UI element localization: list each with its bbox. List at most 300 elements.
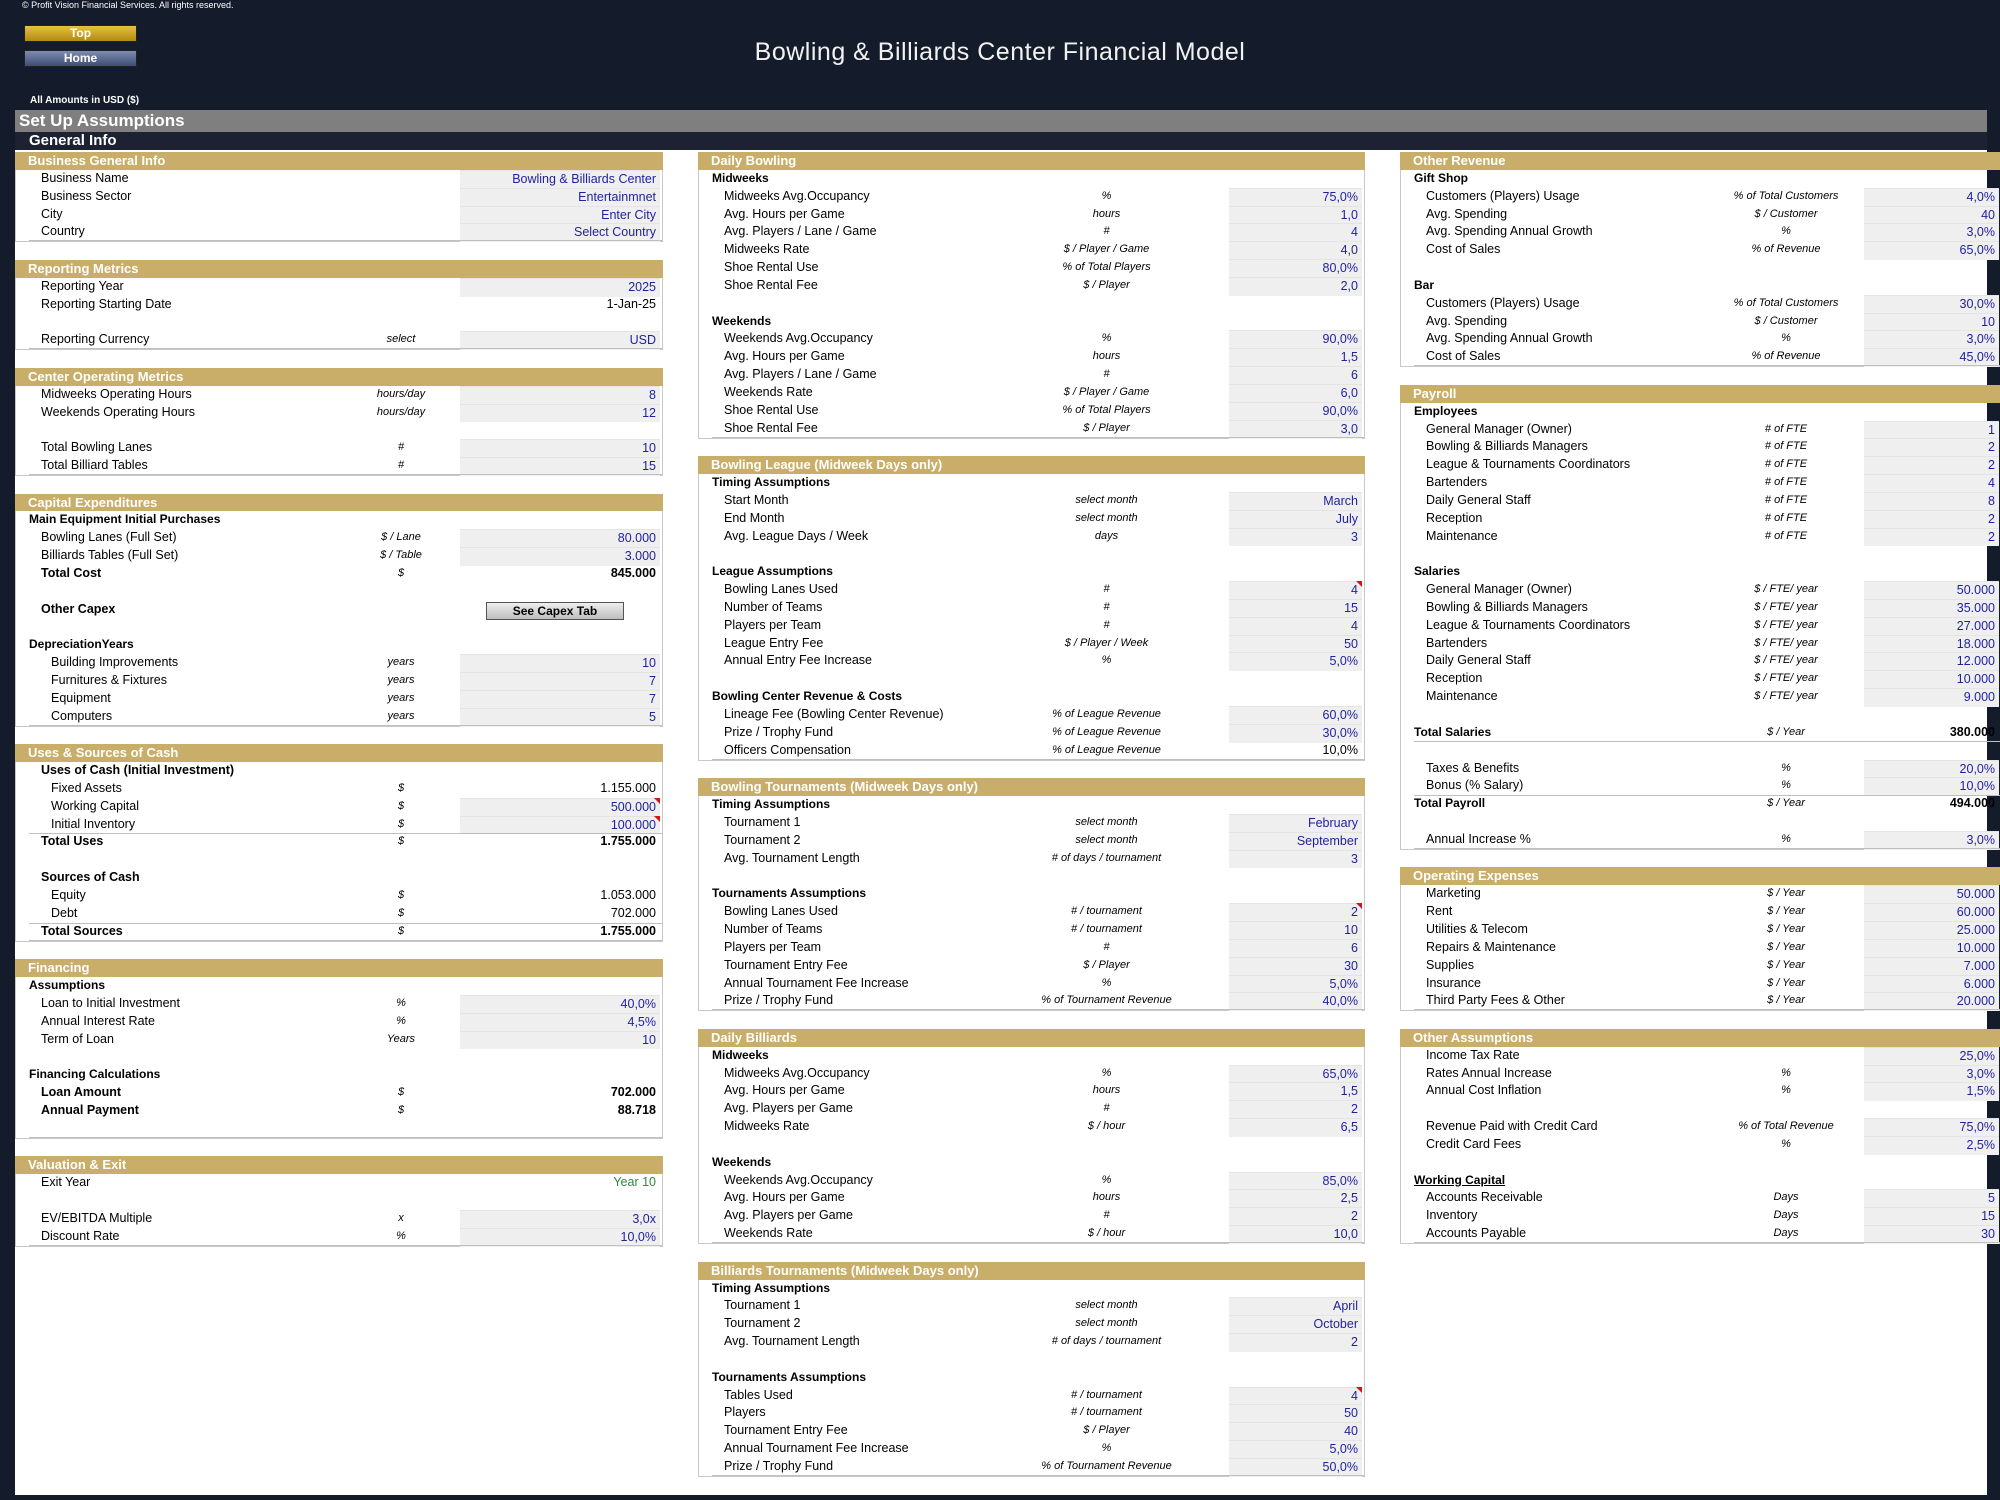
row-label: Avg. Players per Game: [724, 1101, 853, 1116]
unit-label: %: [1781, 832, 1791, 845]
input-cell[interactable]: 15: [1864, 1207, 1999, 1226]
input-cell[interactable]: 4: [1229, 1387, 1362, 1406]
section-bowling-tournaments-midweek-days-only: [698, 778, 1365, 1011]
unit-label: $ / Year: [1767, 994, 1805, 1007]
value-cell: 845.000: [610, 565, 656, 580]
input-cell[interactable]: 10: [1864, 313, 1999, 332]
input-cell[interactable]: 8: [460, 386, 660, 405]
unit-label: $: [397, 924, 405, 937]
input-cell[interactable]: 2: [1864, 510, 1999, 529]
row-label: Weekends Avg.Occupancy: [724, 331, 873, 346]
row-tournament-2: [699, 832, 1364, 850]
row-label: League Entry Fee: [724, 635, 824, 650]
row-total-salaries: [1401, 724, 2000, 742]
row-label: Weekends Avg.Occupancy: [724, 1172, 873, 1187]
subsection-label: [699, 1047, 1364, 1065]
input-cell[interactable]: 30: [1229, 957, 1362, 976]
unit-label: $ / Year: [1767, 725, 1805, 738]
unit-label: %: [1781, 1084, 1791, 1097]
row-reception: [1401, 670, 2000, 688]
input-cell[interactable]: 2: [1229, 903, 1362, 922]
row-label: Furnitures & Fixtures: [51, 673, 168, 687]
input-cell[interactable]: 9.000: [1864, 688, 1999, 707]
subsection-title: Assumptions: [29, 978, 106, 993]
row-weekends-rate: [699, 384, 1364, 402]
row-customers-players-usage: [1401, 295, 2000, 313]
input-cell[interactable]: 7.000: [1864, 957, 1999, 976]
unit-label: # of days / tournament: [1051, 851, 1162, 864]
unit-label: $ / FTE/ year: [1754, 583, 1818, 596]
unit-label: $ / hour: [1087, 1120, 1126, 1133]
input-cell[interactable]: 6,5: [1229, 1118, 1362, 1137]
copyright-text: © Profit Vision Financial Services. All rights reserved.: [22, 0, 234, 10]
row-midweeks-operating-hours: [16, 386, 662, 404]
row-label: Annual Tournament Fee Increase: [724, 975, 909, 990]
row-avg-hours-per-game: [699, 206, 1364, 224]
row-label: Annual Interest Rate: [41, 1013, 155, 1028]
unit-label: %: [1101, 332, 1112, 345]
row-label: Avg. Players / Lane / Game: [724, 367, 877, 382]
row-label: Avg. Hours per Game: [724, 1190, 845, 1205]
input-cell[interactable]: 3,0%: [1864, 831, 1999, 850]
input-cell[interactable]: 12.000: [1864, 652, 1999, 671]
row-annual-payment: [16, 1102, 662, 1120]
input-cell[interactable]: 40,0%: [460, 995, 660, 1014]
row-label: End Month: [724, 510, 785, 525]
unit-label: %: [1781, 225, 1791, 238]
blank-row: [1401, 706, 2000, 724]
row-label: Avg. Players per Game: [724, 1208, 853, 1223]
input-cell[interactable]: Bowling & Billiards Center: [460, 170, 660, 189]
subsection-label: [699, 474, 1364, 492]
row-business-sector: [16, 188, 662, 206]
row-label: Other Capex: [41, 601, 116, 616]
blank-row: [699, 1351, 1364, 1369]
unit-label: hours: [1092, 1191, 1121, 1204]
subsection-title: Working Capital: [1414, 1172, 1506, 1187]
value-cell: 1.755.000: [600, 834, 656, 849]
input-cell[interactable]: 10.000: [1864, 670, 1999, 689]
unit-label: years: [387, 709, 415, 722]
row-label: Reporting Year: [41, 278, 124, 293]
row-label: Bartenders: [1426, 475, 1488, 490]
row-label: Billiards Tables (Full Set): [41, 548, 179, 563]
input-cell[interactable]: 500.000: [460, 798, 660, 817]
input-cell[interactable]: 5: [460, 708, 660, 727]
row-number-of-teams: [699, 599, 1364, 617]
row-label: Debt: [51, 905, 78, 920]
row-annual-tournament-fee-increase: [699, 1440, 1364, 1458]
unit-label: $ / Player / Game: [1063, 385, 1150, 398]
section-bowling-league-midweek-days-only: [698, 456, 1365, 760]
input-cell[interactable]: 10: [460, 654, 660, 673]
row-computers: [16, 708, 662, 726]
input-cell[interactable]: 35.000: [1864, 599, 1999, 618]
top-button[interactable]: Top: [24, 25, 137, 42]
input-cell[interactable]: 50: [1229, 635, 1362, 654]
input-cell[interactable]: 15: [1229, 599, 1362, 618]
input-cell[interactable]: 50.000: [1864, 581, 1999, 600]
input-cell[interactable]: 45,0%: [1864, 348, 1999, 367]
blank-row: [16, 313, 662, 331]
blank-row: [699, 867, 1364, 885]
unit-label: $ / FTE/ year: [1754, 690, 1818, 703]
input-cell[interactable]: 10,0: [1229, 1225, 1362, 1244]
input-cell[interactable]: 80.000: [460, 529, 660, 548]
row-label: Maintenance: [1426, 689, 1498, 704]
input-cell[interactable]: USD: [460, 331, 660, 350]
middle-column: [698, 152, 1365, 1495]
input-cell[interactable]: 1,5: [1229, 1082, 1362, 1101]
row-prize-trophy-fund: [699, 1458, 1364, 1476]
row-general-manager-owner: [1401, 581, 2000, 599]
unit-label: $ / Player / Game: [1063, 243, 1150, 256]
input-cell[interactable]: 75,0%: [1864, 1118, 1999, 1137]
row-avg-tournament-length: [699, 1333, 1364, 1351]
row-equity: [16, 887, 662, 905]
row-maintenance: [1401, 688, 2000, 706]
unit-label: %: [1781, 779, 1791, 792]
input-cell[interactable]: 3,0: [1229, 420, 1362, 439]
input-cell[interactable]: Entertainmnet: [460, 188, 660, 207]
input-cell[interactable]: 10: [460, 1031, 660, 1050]
value-cell: 1.053.000: [600, 887, 656, 902]
unit-label: $: [397, 1103, 405, 1116]
unit-label: $ / Year: [1767, 905, 1805, 918]
row-label: Annual Tournament Fee Increase: [724, 1441, 909, 1456]
input-cell[interactable]: 25,0%: [1864, 1047, 1999, 1066]
row-shoe-rental-use: [699, 402, 1364, 420]
row-label: Discount Rate: [41, 1228, 120, 1243]
input-cell[interactable]: 6,0: [1229, 384, 1362, 403]
row-label: Cost of Sales: [1426, 349, 1501, 364]
input-cell[interactable]: 2: [1864, 438, 1999, 457]
row-label: Avg. Players / Lane / Game: [724, 224, 877, 239]
row-fixed-assets: [16, 780, 662, 798]
input-cell[interactable]: March: [1229, 492, 1362, 511]
input-cell[interactable]: 2: [1229, 1100, 1362, 1119]
row-avg-spending-annual-growth: [1401, 330, 2000, 348]
input-cell[interactable]: 3,0%: [1864, 330, 1999, 349]
row-inventory: [1401, 1207, 2000, 1225]
section-header: Daily Bowling: [698, 152, 1365, 170]
section-reporting-metrics: [15, 260, 663, 350]
unit-label: #: [397, 459, 405, 472]
input-cell[interactable]: 3.000: [460, 547, 660, 566]
row-label: Shoe Rental Fee: [724, 420, 818, 435]
row-income-tax-rate: [1401, 1047, 2000, 1065]
row-label: Customers (Players) Usage: [1426, 188, 1580, 203]
unit-label: $: [397, 835, 405, 848]
row-label: Tables Used: [724, 1387, 793, 1402]
unit-label: % of Revenue: [1751, 350, 1821, 363]
section-header: Billiards Tournaments (Midweek Days only): [698, 1262, 1365, 1280]
row-label: Income Tax Rate: [1426, 1047, 1520, 1062]
input-cell[interactable]: 2,5: [1229, 1189, 1362, 1208]
input-cell[interactable]: 40: [1864, 206, 1999, 225]
row-label: Country: [41, 224, 85, 239]
input-cell[interactable]: October: [1229, 1315, 1362, 1334]
row-avg-players-per-game: [699, 1100, 1364, 1118]
input-cell[interactable]: 3: [1229, 850, 1362, 869]
input-cell[interactable]: 40,0%: [1229, 992, 1362, 1011]
subsection-title: Gift Shop: [1414, 170, 1468, 185]
input-cell[interactable]: Enter City: [460, 206, 660, 225]
unit-label: $: [397, 566, 405, 579]
input-cell[interactable]: 2: [1864, 456, 1999, 475]
subsection-label: [699, 688, 1364, 706]
row-label: Weekends Operating Hours: [41, 404, 196, 419]
input-cell[interactable]: 3,0%: [1864, 223, 1999, 242]
comment-indicator-icon[interactable]: [1356, 1387, 1362, 1393]
subsection-title: Main Equipment Initial Purchases: [29, 512, 221, 527]
row-avg-spending-annual-growth: [1401, 223, 2000, 241]
row-label: Bowling Lanes (Full Set): [41, 530, 177, 545]
row-label: Inventory: [1426, 1208, 1478, 1223]
input-cell[interactable]: 6: [1229, 939, 1362, 958]
row-cost-of-sales: [1401, 348, 2000, 366]
input-cell[interactable]: 4: [1864, 474, 1999, 493]
row-weekends-operating-hours: [16, 404, 662, 422]
row-label: General Manager (Owner): [1426, 582, 1572, 597]
input-cell[interactable]: 4,0%: [1864, 188, 1999, 207]
input-cell[interactable]: 1,5: [1229, 348, 1362, 367]
unit-label: %: [1781, 332, 1791, 345]
input-cell[interactable]: 10: [1229, 921, 1362, 940]
row-label: Tournament 1: [724, 1298, 801, 1313]
row-label: Accounts Payable: [1426, 1226, 1527, 1241]
input-cell[interactable]: 10,0%: [460, 1228, 660, 1247]
input-cell[interactable]: 40: [1229, 1422, 1362, 1441]
row-players-per-team: [699, 617, 1364, 635]
input-cell[interactable]: 2: [1229, 1333, 1362, 1352]
row-label: Total Uses: [41, 834, 104, 849]
row-label: Players per Team: [724, 617, 822, 632]
row-annual-interest-rate: [16, 1013, 662, 1031]
row-label: Bartenders: [1426, 635, 1488, 650]
row-exit-year: [16, 1174, 662, 1192]
input-cell[interactable]: 50.000: [1864, 885, 1999, 904]
unit-label: $ / Player / Week: [1064, 636, 1149, 649]
row-label: Bowling & Billiards Managers: [1426, 439, 1588, 454]
row-label: Exit Year: [41, 1175, 91, 1190]
input-cell[interactable]: 80,0%: [1229, 259, 1362, 278]
unit-label: % of League Revenue: [1052, 725, 1161, 738]
input-cell[interactable]: 100.000: [460, 816, 660, 835]
input-cell[interactable]: 18.000: [1864, 635, 1999, 654]
row-label: Daily General Staff: [1426, 653, 1531, 668]
input-cell[interactable]: April: [1229, 1297, 1362, 1316]
unit-label: # of FTE: [1764, 440, 1808, 453]
see-capex-tab-button[interactable]: See Capex Tab: [486, 602, 624, 620]
input-cell[interactable]: 85,0%: [1229, 1172, 1362, 1191]
input-cell[interactable]: 50: [1229, 1404, 1362, 1423]
section-header: Operating Expenses: [1400, 867, 2000, 885]
input-cell[interactable]: 1: [1864, 421, 1999, 440]
subsection-title: Midweeks: [712, 1047, 769, 1062]
input-cell[interactable]: 2: [1864, 528, 1999, 547]
input-cell[interactable]: July: [1229, 510, 1362, 529]
input-cell[interactable]: 75,0%: [1229, 188, 1362, 207]
section-header: Reporting Metrics: [15, 260, 663, 278]
row-label: Annual Increase %: [1426, 831, 1531, 846]
unit-label: #: [1103, 600, 1110, 613]
blank-row: [699, 670, 1364, 688]
input-cell[interactable]: 50,0%: [1229, 1458, 1362, 1477]
input-cell[interactable]: 90,0%: [1229, 330, 1362, 349]
input-cell[interactable]: 60.000: [1864, 903, 1999, 922]
unit-label: $: [397, 781, 405, 794]
input-cell[interactable]: 30,0%: [1864, 295, 1999, 314]
value-cell: 702.000: [610, 905, 656, 920]
input-cell[interactable]: 2: [1229, 1207, 1362, 1226]
section-header: Valuation & Exit: [15, 1156, 663, 1174]
input-cell[interactable]: 10,0%: [1864, 777, 1999, 796]
row-league-entry-fee: [699, 635, 1364, 653]
comment-indicator-icon[interactable]: [654, 816, 660, 822]
input-cell[interactable]: 25.000: [1864, 921, 1999, 940]
row-league-tournaments-coordinators: [1401, 617, 2000, 635]
input-cell[interactable]: 2,0: [1229, 277, 1362, 296]
unit-label: $ / Player: [1083, 1424, 1130, 1437]
input-cell[interactable]: 5,0%: [1229, 1440, 1362, 1459]
input-cell[interactable]: 20,0%: [1864, 760, 1999, 779]
comment-indicator-icon[interactable]: [1356, 903, 1362, 909]
unit-label: $: [397, 817, 405, 830]
home-button[interactable]: Home: [24, 50, 137, 67]
row-total-billiard-tables: [16, 457, 662, 475]
input-cell[interactable]: 2,5%: [1864, 1136, 1999, 1155]
input-cell[interactable]: 4,5%: [460, 1013, 660, 1032]
row-tournament-entry-fee: [699, 957, 1364, 975]
input-cell[interactable]: 5,0%: [1229, 975, 1362, 994]
blank-row: [16, 1048, 662, 1066]
unit-label: years: [387, 656, 415, 669]
row-avg-spending: [1401, 206, 2000, 224]
input-cell[interactable]: 4: [1229, 223, 1362, 242]
row-prize-trophy-fund: [699, 724, 1364, 742]
unit-label: $: [397, 1086, 405, 1099]
row-players: [699, 1404, 1364, 1422]
row-end-month: [699, 510, 1364, 528]
comment-indicator-icon[interactable]: [654, 798, 660, 804]
subsection-label: [16, 977, 662, 995]
input-cell[interactable]: 5,0%: [1229, 652, 1362, 671]
row-marketing: [1401, 885, 2000, 903]
input-cell[interactable]: 3,0x: [460, 1210, 660, 1229]
input-cell[interactable]: 3: [1229, 528, 1362, 547]
unit-label: #: [1103, 225, 1110, 238]
input-cell[interactable]: 7: [460, 672, 660, 691]
unit-label: $ / Year: [1767, 958, 1805, 971]
input-cell[interactable]: 1,5%: [1864, 1082, 1999, 1101]
row-uses-of-cash-initial-investment: [16, 762, 662, 780]
subsection-label: [1401, 277, 2000, 295]
input-cell[interactable]: 90,0%: [1229, 402, 1362, 421]
unit-label: Years: [386, 1032, 416, 1045]
row-initial-inventory: [16, 816, 662, 834]
row-label: Supplies: [1426, 957, 1474, 972]
input-cell[interactable]: 10.000: [1864, 939, 1999, 958]
row-label: Uses of Cash (Initial Investment): [41, 763, 235, 778]
row-label: Initial Inventory: [51, 816, 136, 831]
row-label: Maintenance: [1426, 528, 1498, 543]
subsection-label: [1401, 403, 2000, 421]
row-label: Avg. Spending: [1426, 313, 1508, 328]
input-cell[interactable]: 15: [460, 457, 660, 476]
input-cell[interactable]: 65,0%: [1864, 241, 1999, 260]
row-label: Credit Card Fees: [1426, 1136, 1522, 1151]
row-officers-compensation: [699, 742, 1364, 760]
input-cell[interactable]: 4,0: [1229, 241, 1362, 260]
row-label: EV/EBITDA Multiple: [41, 1210, 153, 1225]
unit-label: Days: [1773, 1209, 1799, 1222]
input-cell[interactable]: 2025: [460, 278, 660, 297]
row-label: Annual Entry Fee Increase: [724, 653, 872, 668]
row-label: Tournament Entry Fee: [724, 1423, 848, 1438]
value-cell: 1.155.000: [600, 780, 656, 795]
input-cell[interactable]: February: [1229, 814, 1362, 833]
input-cell[interactable]: 6: [1229, 366, 1362, 385]
input-cell[interactable]: Select Country: [460, 223, 660, 242]
input-cell[interactable]: 30: [1864, 1225, 1999, 1244]
row-avg-hours-per-game: [699, 1082, 1364, 1100]
input-cell[interactable]: 6.000: [1864, 975, 1999, 994]
subsection-title: Timing Assumptions: [712, 797, 831, 812]
input-cell[interactable]: 20.000: [1864, 992, 1999, 1011]
input-cell[interactable]: 7: [460, 690, 660, 709]
comment-indicator-icon[interactable]: [1356, 581, 1362, 587]
spreadsheet-area: [15, 110, 1995, 1495]
input-cell[interactable]: 5: [1864, 1189, 1999, 1208]
subsection-title: Tournaments Assumptions: [712, 886, 867, 901]
unit-label: % of Total Customers: [1733, 296, 1839, 309]
unit-label: $ / FTE/ year: [1754, 618, 1818, 631]
unit-label: %: [1781, 1066, 1791, 1079]
input-cell[interactable]: 65,0%: [1229, 1065, 1362, 1084]
input-cell[interactable]: 1,0: [1229, 206, 1362, 225]
subsection-label: [1401, 1172, 2000, 1190]
row-label: Midweeks Rate: [724, 1119, 810, 1134]
input-cell[interactable]: 12: [460, 404, 660, 423]
input-cell[interactable]: 4: [1229, 617, 1362, 636]
input-cell[interactable]: 3,0%: [1864, 1065, 1999, 1084]
unit-label: # of FTE: [1764, 458, 1808, 471]
input-cell[interactable]: 60,0%: [1229, 706, 1362, 725]
section-header: Bowling Tournaments (Midweek Days only): [698, 778, 1365, 796]
unit-label: select month: [1075, 493, 1138, 506]
unit-label: # of days / tournament: [1051, 1335, 1162, 1348]
row-label: Prize / Trophy Fund: [724, 1458, 834, 1473]
blank-row: [1401, 1100, 2000, 1118]
input-cell[interactable]: 4: [1229, 581, 1362, 600]
input-cell[interactable]: 10: [460, 439, 660, 458]
unit-label: #: [1103, 1209, 1110, 1222]
row-label: Rates Annual Increase: [1426, 1065, 1552, 1080]
row-third-party-fees-other: [1401, 992, 2000, 1010]
input-cell[interactable]: 27.000: [1864, 617, 1999, 636]
row-city: [16, 206, 662, 224]
row-label: Repairs & Maintenance: [1426, 939, 1556, 954]
input-cell[interactable]: 30,0%: [1229, 724, 1362, 743]
unit-label: Days: [1773, 1191, 1799, 1204]
unit-label: x: [398, 1211, 404, 1224]
input-cell[interactable]: 8: [1864, 492, 1999, 511]
input-cell[interactable]: September: [1229, 832, 1362, 851]
unit-label: %: [1781, 761, 1791, 774]
section-uses-sources-of-cash: [15, 744, 663, 941]
row-label: Midweeks Avg.Occupancy: [724, 1065, 870, 1080]
